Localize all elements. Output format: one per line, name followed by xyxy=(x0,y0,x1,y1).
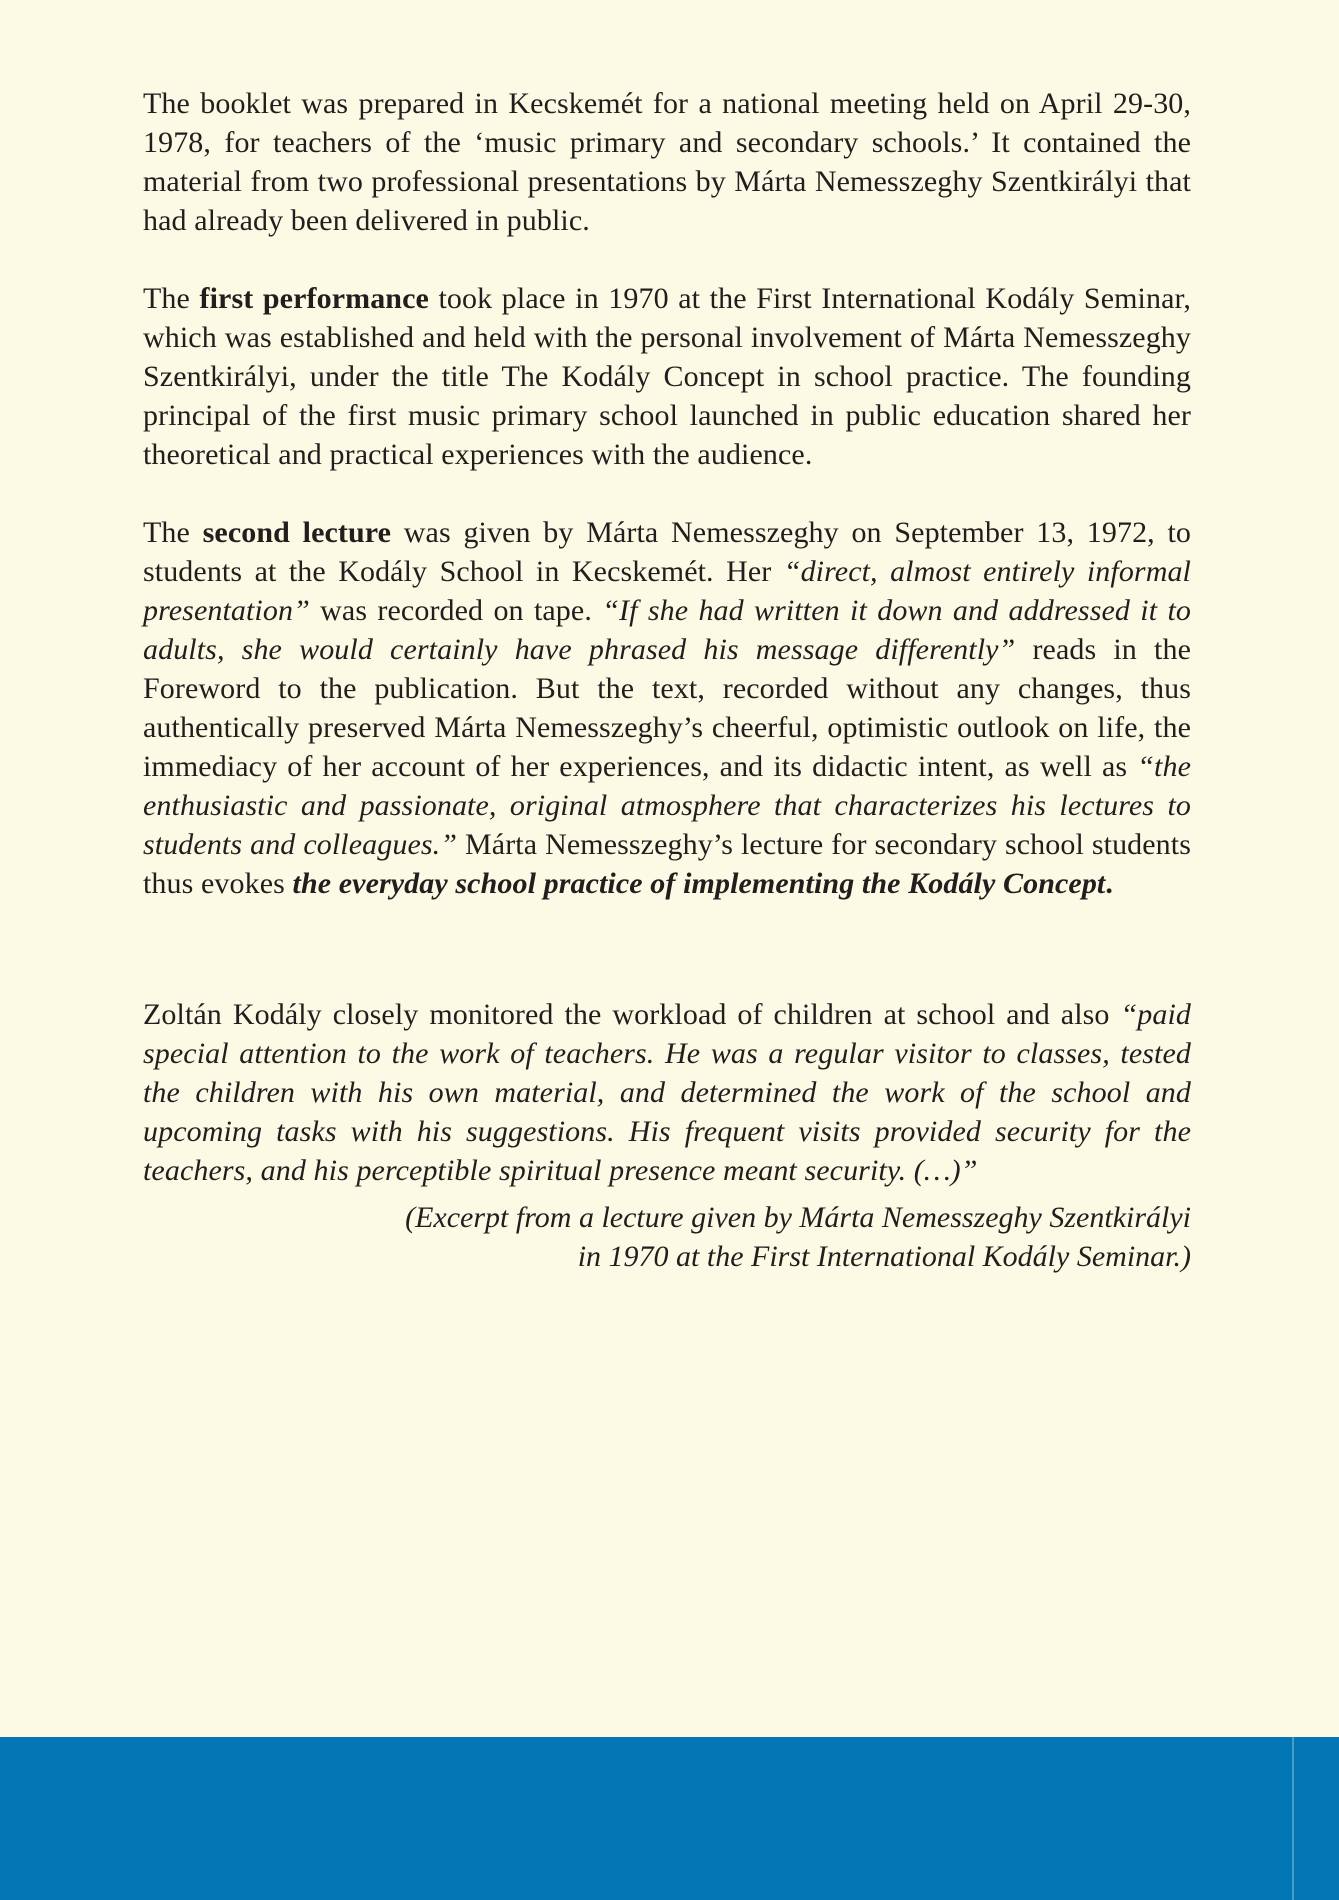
text-run: “direct, almost entirely informal presentation” xyxy=(143,555,1191,627)
attribution xyxy=(143,1198,1191,1276)
para-second-lecture xyxy=(143,513,1191,903)
text-run: Márta Nemesszeghy’s lecture for secondary school students thus evokes xyxy=(143,828,1191,900)
para-first-performance xyxy=(143,279,1191,474)
text-run: The xyxy=(143,282,200,315)
text-run: The booklet was prepared in Kecskemét for a national meeting held on April 29-30, 1978, for teachers of the ‘music primary and secondary schools.’ It contained the material from two professional presentations by Márta Nemesszeghy Szentkirályi that had already been delivered in public. xyxy=(143,87,1191,237)
attribution-line: (Excerpt from a lecture given by Márta Nemesszeghy Szentkirályi xyxy=(405,1201,1191,1234)
para-booklet xyxy=(143,84,1191,240)
text-run: was given by Márta Nemesszeghy on September 13, 1972, to students at the Kodály School in Kecskemét. Her xyxy=(143,516,1192,588)
text-run: “paid special attention to the work of teachers. He was a regular visitor to classes, tested the children with his own material, and determined the work of the school and upcoming tasks with his suggestions. His frequent visits provided security for the teachers, and his perceptible spiritual presence meant security. (…)” xyxy=(143,998,1191,1187)
text-run: “If she had written it down and addressed it to adults, she would certainly have phrased his message differently” xyxy=(143,594,1191,666)
text-run: reads in the Foreword to the publication. But the text, recorded without any changes, thus authentically preserved Márta Nemesszeghy’s cheerful, optimistic outlook on life, the immediacy of her account of her experiences, and its didactic intent, as well as xyxy=(143,633,1191,783)
attribution-line: in 1970 at the First International Kodály Seminar.) xyxy=(577,1240,1191,1273)
text-column xyxy=(143,84,1191,1276)
text-run: . xyxy=(1105,867,1113,900)
text-run: second lecture xyxy=(202,516,392,549)
text-run: The xyxy=(143,516,203,549)
text-run: the everyday school practice of implementing the Kodály Concept xyxy=(292,867,1106,900)
text-run: “the enthusiastic and passionate, original atmosphere that characterizes his lectures to students and colleagues.” xyxy=(143,750,1191,861)
footer-band xyxy=(0,1737,1339,1900)
text-run: took place in 1970 at the First International Kodály Seminar, which was established and held with the personal involvement of Márta Nemesszeghy Szentkirályi, under the title The Kodály Concept in school practice. The founding principal of the first music primary school launched in public education shared her theoretical and practical experiences with the audience. xyxy=(143,282,1191,471)
text-run: first performance xyxy=(199,282,429,315)
page-fold-line xyxy=(1292,1737,1294,1900)
text-run: was recorded on tape. xyxy=(309,594,603,627)
para-zoltan-kodaly xyxy=(143,995,1191,1190)
text-run: Zoltán Kodály closely monitored the workload of children at school and also xyxy=(143,998,1121,1031)
